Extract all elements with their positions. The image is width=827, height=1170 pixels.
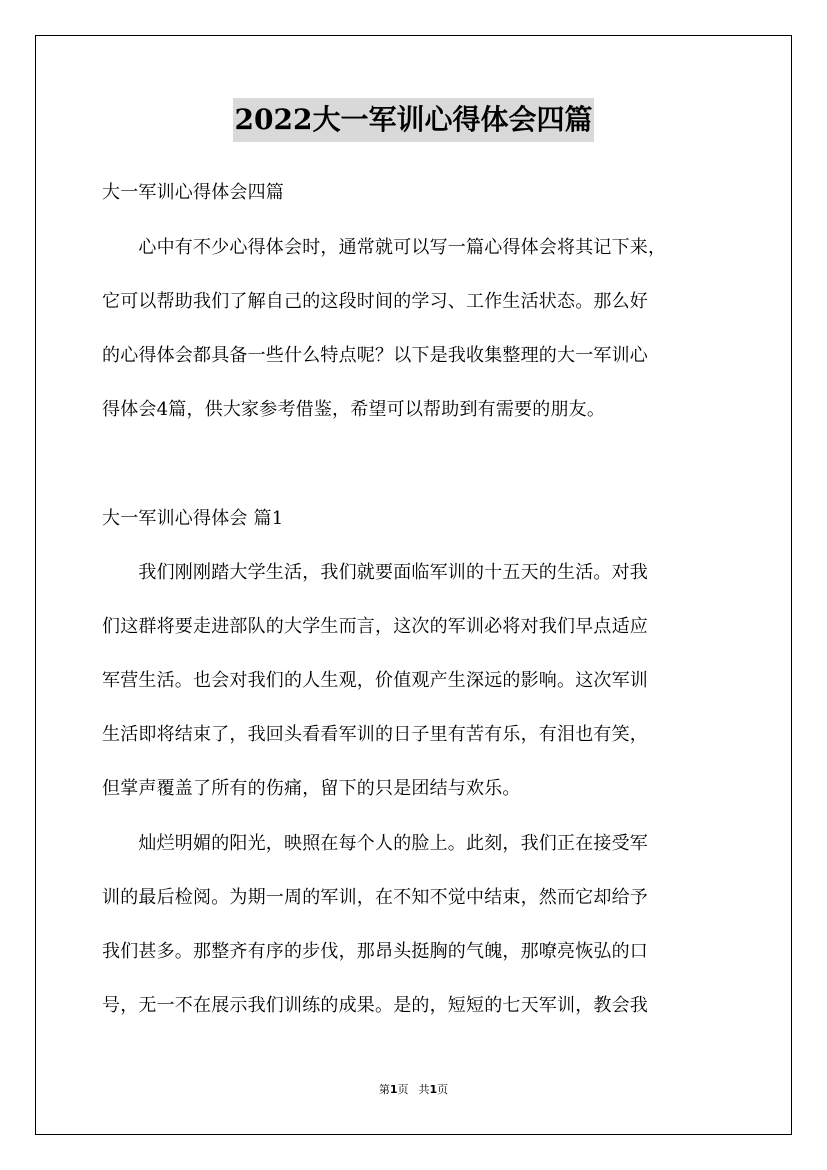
section-heading-part1: 大一军训心得体会 篇1: [102, 508, 284, 529]
paragraph-line: 我们甚多。那整齐有序的步伐，那昂头挺胸的气魄，那嘹亮恢弘的口: [102, 941, 648, 962]
total-suffix: 页: [437, 1083, 449, 1096]
section-heading-intro: 大一军训心得体会四篇: [102, 182, 284, 203]
paragraph-line: 训的最后检阅。为期一周的军训，在不知不觉中结束，然而它却给予: [102, 887, 648, 908]
current-page-number: 1: [389, 1083, 398, 1096]
paragraph-line: 生活即将结束了，我回头看看军训的日子里有苦有乐，有泪也有笑，: [102, 724, 648, 745]
paragraph-line: 它可以帮助我们了解自己的这段时间的学习、工作生活状态。那么好: [102, 291, 648, 312]
page-suffix: 页: [397, 1083, 409, 1096]
paragraph-line: 的心得体会都具备一些什么特点呢？以下是我收集整理的大一军训心: [102, 345, 648, 366]
paragraph-line: 心中有不少心得体会时，通常就可以写一篇心得体会将其记下来，: [102, 237, 667, 258]
paragraph-line: 军营生活。也会对我们的人生观，价值观产生深远的影响。这次军训: [102, 670, 648, 691]
paragraph-line: 号，无一不在展示我们训练的成果。是的，短短的七天军训，教会我: [102, 995, 648, 1016]
paragraph-line: 但掌声覆盖了所有的伤痛，留下的只是团结与欢乐。: [102, 778, 521, 799]
page-footer: [0, 1082, 827, 1098]
page-prefix: 第: [378, 1083, 390, 1096]
paragraph-line: 灿烂明媚的阳光，映照在每个人的脸上。此刻，我们正在接受军: [102, 833, 648, 854]
document-title: 2022大一军训心得体会四篇: [233, 98, 595, 142]
total-prefix: 共: [418, 1083, 430, 1096]
paragraph-line: 我们刚刚踏大学生活，我们就要面临军训的十五天的生活。对我: [102, 562, 648, 583]
paragraph-line: 得体会4篇，供大家参考借鉴，希望可以帮助到有需要的朋友。: [102, 399, 606, 420]
paragraph-line: 们这群将要走进部队的大学生而言，这次的军训必将对我们早点适应: [102, 616, 648, 637]
total-pages-number: 1: [429, 1083, 438, 1096]
title-container: [0, 98, 827, 142]
